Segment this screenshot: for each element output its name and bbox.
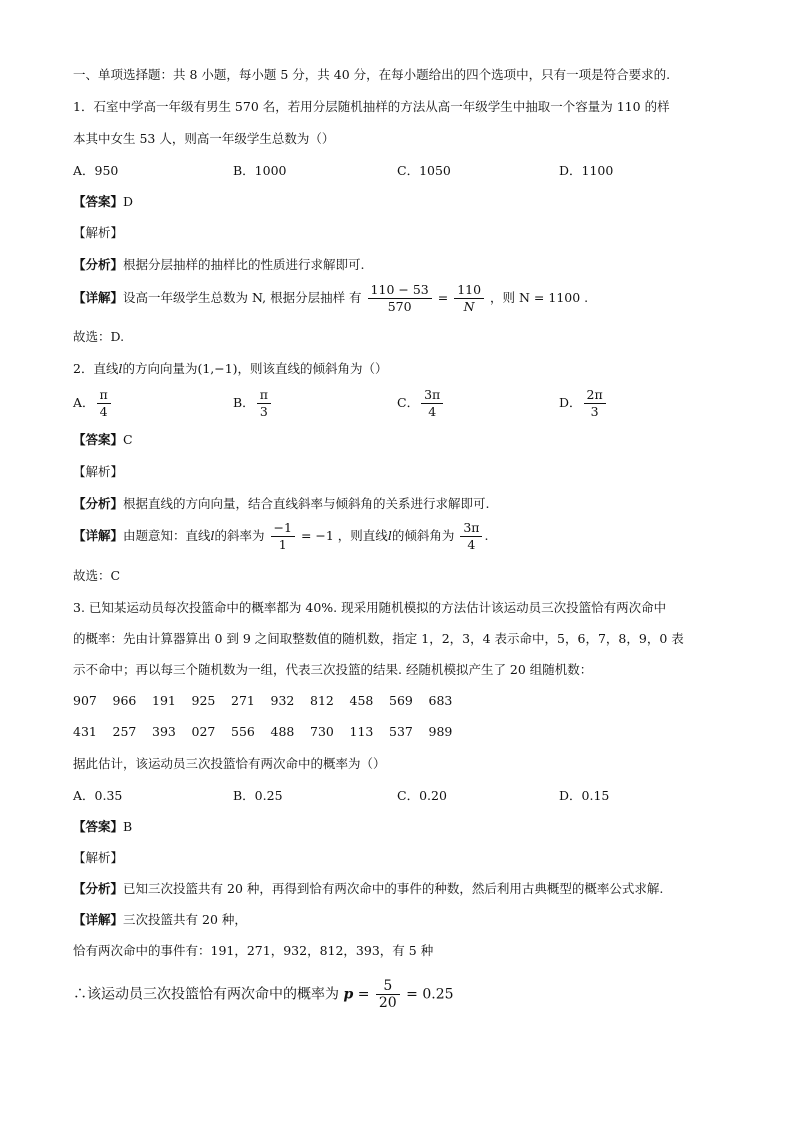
option-fraction	[421, 387, 443, 420]
fraction-denominator: N	[463, 299, 475, 314]
q2-option-a	[73, 387, 113, 420]
answer-value: B	[123, 819, 133, 834]
q2-option-b	[233, 387, 273, 420]
probability-fraction	[376, 978, 400, 1011]
fraction-denominator: 1	[278, 537, 287, 552]
fraction-denominator: 3	[590, 404, 599, 419]
random-number: 925	[191, 693, 216, 708]
detail-text-c: = −1 ，则直线	[300, 528, 388, 543]
random-number: 683	[428, 693, 453, 708]
random-number: 393	[152, 724, 176, 739]
q2-conclusion: 故选：C	[73, 568, 121, 583]
detail-text-b: 的斜率为	[214, 528, 265, 543]
q1-fraction-1	[368, 282, 432, 315]
slope-fraction	[271, 520, 295, 553]
random-number: 431	[73, 724, 97, 739]
q2-analysis	[73, 495, 490, 513]
random-number: 989	[428, 724, 453, 739]
detail-text-a: 由题意知：直线	[123, 528, 211, 543]
random-number: 458	[349, 693, 374, 708]
q3-stem-line1: 3. 已知某运动员每次投篮命中的概率都为 40%. 现采用随机模拟的方法估计该运动员三次投篮恰有两次命中	[73, 600, 667, 615]
q1-stem-line1: 1．石室中学高一年级有男生 570 名，若用分层随机抽样的方法从高一年级学生中抽取一个容量为 110 的样	[73, 99, 670, 114]
final-text-pre: ∴该运动员三次投篮恰有两次命中的概率为	[73, 986, 339, 1003]
random-number: 730	[310, 724, 334, 739]
q1-answer	[73, 193, 133, 211]
q2-stem-post: 的方向向量为(1,−1)，则该直线的倾斜角为（）	[122, 361, 388, 376]
q3-answer	[73, 818, 132, 836]
answer-label: 【答案】	[73, 432, 124, 447]
random-number: 488	[270, 724, 295, 739]
fraction-numerator: 3π	[421, 387, 443, 404]
fraction-denominator: 570	[387, 299, 412, 314]
q1-jiexi-label: 【解析】	[73, 225, 124, 240]
fraction-numerator: 110 − 53	[368, 282, 432, 299]
detail-text-post: ，则 N = 1100 .	[490, 290, 589, 305]
analysis-text: 根据分层抽样的抽样比的性质进行求解即可.	[123, 257, 365, 272]
random-number: 027	[191, 724, 216, 739]
q2-stem-pre: 2．直线	[73, 361, 119, 376]
option-fraction	[584, 387, 606, 420]
q1-option-c: C．1050	[397, 163, 451, 178]
q2-answer	[73, 431, 133, 449]
random-number: 113	[349, 724, 374, 739]
random-number: 907	[73, 693, 97, 708]
fraction-denominator: 3	[259, 404, 268, 419]
q3-detail	[73, 911, 247, 929]
fraction-numerator: 110	[454, 282, 484, 299]
fraction-numerator: 3π	[460, 520, 482, 537]
angle-fraction	[460, 520, 482, 553]
final-value: = 0.25	[406, 986, 454, 1003]
q1-option-a: A．950	[73, 163, 119, 178]
q2-option-c	[397, 387, 445, 420]
q2-option-d	[559, 387, 608, 420]
answer-label: 【答案】	[73, 194, 124, 209]
answer-value: C	[123, 432, 133, 447]
detail-text-pre: 设高一年级学生总数为 N, 根据分层抽样 有	[123, 290, 362, 305]
var-l: l	[210, 528, 215, 543]
fraction-numerator: 5	[376, 978, 400, 995]
fraction-denominator: 4	[467, 537, 476, 552]
q3-stem-line2: 的概率：先由计算器算出 0 到 9 之间取整数值的随机数，指定 1，2，3，4 表示命中，5，6，7，8，9，0 表	[73, 631, 684, 646]
q1-analysis	[73, 256, 365, 274]
answer-label: 【答案】	[73, 819, 124, 834]
q2-jiexi-label: 【解析】	[73, 464, 124, 479]
random-number: 932	[270, 693, 295, 708]
random-number: 271	[231, 693, 255, 708]
detail-label: 【详解】	[73, 528, 124, 543]
fraction-denominator: 20	[378, 995, 397, 1011]
q3-analysis	[73, 880, 663, 898]
var-l: l	[118, 361, 123, 376]
analysis-text: 根据直线的方向向量，结合直线斜率与倾斜角的关系进行求解即可.	[123, 496, 490, 511]
q1-option-d: D．1100	[559, 163, 614, 178]
q3-stem-line3: 示不命中；再以每三个随机数为一组，代表三次投篮的结果. 经随机模拟产生了 20 组随机数：	[73, 662, 593, 677]
fraction-numerator: 2π	[584, 387, 606, 404]
q3-events: 恰有两次命中的事件有：191，271，932，812，393，有 5 种	[73, 943, 434, 958]
option-letter: B．	[233, 395, 255, 410]
equals-sign: =	[437, 290, 449, 305]
q1-stem-line2: 本其中女生 53 人，则高一年级学生总数为（）	[73, 131, 335, 146]
random-number: 966	[112, 693, 137, 708]
random-number: 812	[310, 693, 334, 708]
probability-symbol: p	[343, 986, 354, 1003]
q1-detail	[73, 282, 588, 315]
q2-stem	[73, 360, 388, 378]
detail-label: 【详解】	[73, 912, 124, 927]
q3-stem-line4: 据此估计，该运动员三次投篮恰有两次命中的概率为（）	[73, 756, 386, 771]
fraction-numerator: π	[257, 387, 271, 404]
q3-option-a: A．0.35	[73, 788, 123, 803]
option-letter: C．	[397, 395, 420, 410]
analysis-label: 【分析】	[73, 257, 124, 272]
random-number: 191	[152, 693, 176, 708]
var-l: l	[387, 528, 392, 543]
option-letter: D．	[559, 395, 582, 410]
q2-detail	[73, 520, 488, 553]
fraction-denominator: 4	[428, 404, 437, 419]
random-numbers-row-1	[73, 692, 468, 710]
q1-fraction-2	[454, 282, 484, 315]
fraction-numerator: −1	[271, 520, 295, 537]
random-number: 569	[389, 693, 413, 708]
answer-value: D	[123, 194, 134, 209]
option-fraction	[97, 387, 111, 420]
q3-jiexi-label: 【解析】	[73, 850, 124, 865]
option-letter: A．	[73, 395, 95, 410]
random-number: 556	[231, 724, 255, 739]
random-number: 257	[112, 724, 137, 739]
random-number: 537	[389, 724, 413, 739]
detail-text-e: .	[484, 528, 489, 543]
fraction-denominator: 4	[99, 404, 108, 419]
analysis-label: 【分析】	[73, 496, 124, 511]
analysis-label: 【分析】	[73, 881, 124, 896]
random-numbers-row-2	[73, 723, 468, 741]
detail-label: 【详解】	[73, 290, 124, 305]
q3-option-b: B．0.25	[233, 788, 283, 803]
q3-final-result	[73, 978, 454, 1011]
detail-text: 三次投篮共有 20 种，	[123, 912, 247, 927]
equals-sign: =	[357, 986, 370, 1003]
section-header: 一、单项选择题：共 8 小题，每小题 5 分，共 40 分，在每小题给出的四个选项中，只有一项是符合要求的.	[73, 67, 671, 82]
q1-option-b: B．1000	[233, 163, 287, 178]
fraction-numerator: π	[97, 387, 111, 404]
q3-option-c: C．0.20	[397, 788, 447, 803]
option-fraction	[257, 387, 271, 420]
detail-text-d: 的倾斜角为	[391, 528, 455, 543]
q1-conclusion: 故选：D.	[73, 329, 125, 344]
analysis-text: 已知三次投篮共有 20 种，再得到恰有两次命中的事件的种数，然后利用古典概型的概率公式求解.	[123, 881, 664, 896]
q3-option-d: D．0.15	[559, 788, 610, 803]
